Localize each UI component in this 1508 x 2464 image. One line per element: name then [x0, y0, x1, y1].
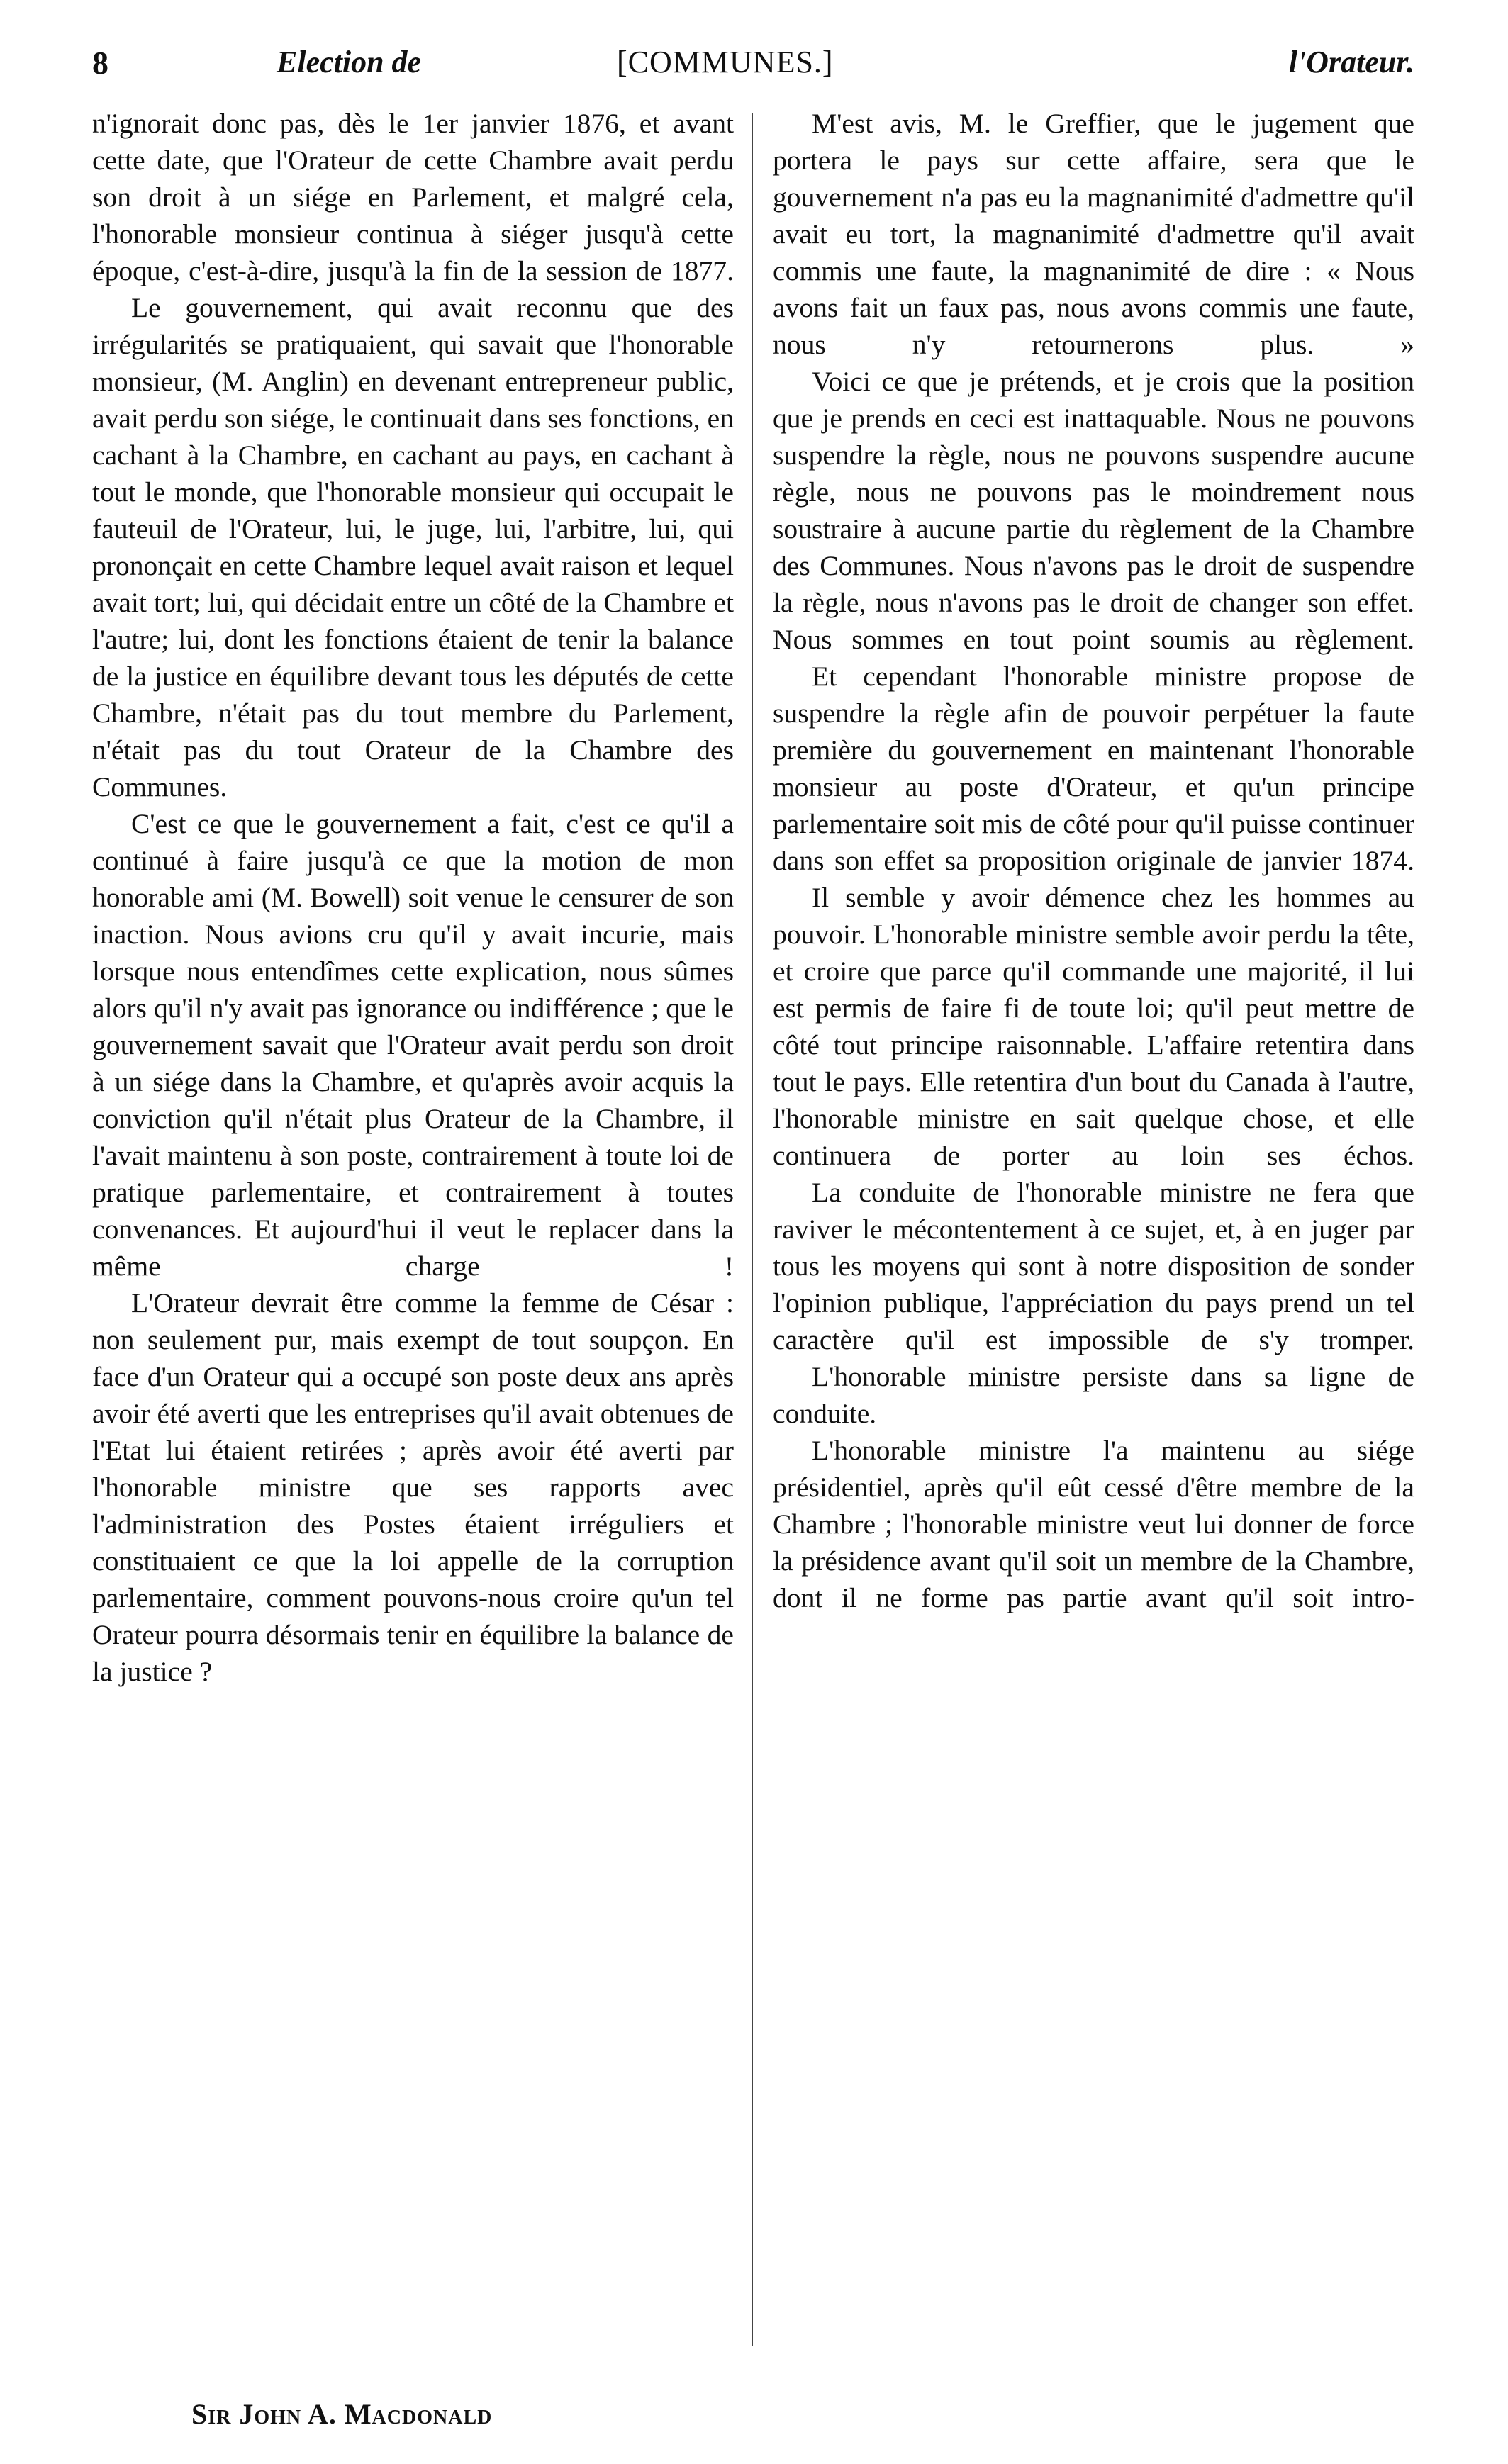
page-number: 8: [92, 45, 108, 81]
paragraph: M'est avis, M. le Greffier, que le jugement que portera le pays sur cette affaire, sera que le gouvernement n'a pas eu la magnanimité d'admettre qu'il avait eu tort, la magnanimité d'admettre qu'il avait commis une faute, la magnanimité de dire : « Nous avons fait un faux pas, nous avons commis une faute, nous n'y retournerons plus. »: [773, 108, 1414, 360]
paragraph: C'est ce que le gouvernement a fait, c'est ce qu'il a continué à faire jusqu'à ce que la motion de mon honorable ami (M. Bowell) soit venue le censurer de son inaction. Nous avions cru qu'il y avait incurie, mais lorsque nous entendîmes cette explication, nous sûmes alors qu'il n'y avait pas ignorance ou indifférence ; que le gouvernement savait que l'Orateur avait perdu son droit à un siége dans la Chambre, et qu'après avoir acquis la conviction qu'il n'était plus Orateur de la Chambre, il l'avait maintenu à son poste, contrairement à toute loi de pratique parlementaire, et contrairement à toutes convenances. Et aujourd'hui il veut le replacer dans la même charge !: [92, 808, 734, 1282]
paragraph: Le gouvernement, qui avait reconnu que des irrégularités se pratiquaient, qui savait que l'honorable monsieur, (M. Anglin) en devenant entrepreneur public, avait perdu son siége, le continuait dans ses fonctions, en cachant à la Chambre, en cachant au pays, en cachant à tout le monde, que l'honorable monsieur qui occupait le fauteuil de l'Orateur, lui, le juge, lui, l'arbitre, lui, qui prononçait en cette Chambre lequel avait raison et lequel avait tort; lui, qui décidait entre un côté de la Chambre et l'autre; lui, dont les fonctions étaient de tenir la balance de la justice en équilibre devant tous les députés de cette Chambre, n'était pas du tout membre du Parlement, n'était pas du tout Orateur de la Chambre des Communes.: [92, 292, 734, 802]
page-header: [92, 44, 1414, 94]
left-column: [92, 105, 734, 1690]
running-head-left: Election de: [277, 45, 422, 79]
paragraph: n'ignorait donc pas, dès le 1er janvier 1876, et avant cette date, que l'Orateur de cette Chambre avait perdu son droit à un siége en Parlement, et malgré cela, l'honorable monsieur continua à siéger jusqu'à cette époque, c'est-à-dire, jusqu'à la fin de la session de 1877.: [92, 108, 734, 286]
paragraph: L'honorable ministre persiste dans sa ligne de conduite.: [773, 1361, 1414, 1429]
column-divider: [752, 113, 753, 2346]
paragraph: Voici ce que je prétends, et je crois que la position que je prends en ceci est inattaquable. Nous ne pouvons suspendre la règle, nous ne pouvons suspendre aucune règle, nous ne pouvons pas le moindrement nous soustraire à aucune partie du règlement de la Chambre des Communes. Nous n'avons pas le droit de suspendre la règle, nous n'avons pas le droit de changer son effet. Nous sommes en tout point soumis au règlement.: [773, 366, 1414, 655]
paragraph: L'honorable ministre l'a maintenu au siége présidentiel, après qu'il eût cessé d'être membre de la Chambre ; l'honorable ministre veut lui donner de force la présidence avant qu'il soit un membre de la Chambre, dont il ne forme pas partie avant qu'il soit intro-: [773, 1435, 1414, 1613]
speaker-signature: Sir John A. Macdonald: [191, 2398, 493, 2430]
paragraph: Il semble y avoir démence chez les hommes au pouvoir. L'honorable ministre semble avoir perdu la tête, et croire que parce qu'il commande une majorité, il lui est permis de faire fi de toute loi; qu'il peut mettre de côté tout principe raisonnable. L'affaire retentira dans tout le pays. Elle retentira d'un bout du Canada à l'autre, l'honorable ministre en sait quelque chose, et elle continuera de porter au loin ses échos.: [773, 882, 1414, 1171]
running-head-right: l'Orateur.: [1288, 45, 1414, 79]
paragraph: Et cependant l'honorable ministre propose de suspendre la règle afin de pouvoir perpétuer la faute première du gouvernement en maintenant l'honorable monsieur au poste d'Orateur, et qu'un principe parlementaire soit mis de côté pour qu'il puisse continuer dans son effet sa proposition originale de janvier 1874.: [773, 661, 1414, 876]
running-head-center: [COMMUNES.]: [617, 45, 834, 79]
right-column: [773, 105, 1414, 1616]
paragraph: L'Orateur devrait être comme la femme de César : non seulement pur, mais exempt de tout soupçon. En face d'un Orateur qui a occupé son poste deux ans après avoir été averti que les entreprises qu'il avait obtenues de l'Etat lui étaient retirées ; après avoir été averti par l'honorable ministre que ses rapports avec l'administration des Postes étaient irréguliers et constituaient ce que la loi appelle de la corruption parlementaire, comment pouvons-nous croire qu'un tel Orateur pourra désormais tenir en équilibre la balance de la justice ?: [92, 1287, 734, 1687]
paragraph: La conduite de l'honorable ministre ne fera que raviver le mécontentement à ce sujet, et, à en juger par tous les moyens qui sont à notre disposition de sonder l'opinion publique, l'appréciation du pays prend un tel caractère qu'il est impossible de s'y tromper.: [773, 1177, 1414, 1355]
